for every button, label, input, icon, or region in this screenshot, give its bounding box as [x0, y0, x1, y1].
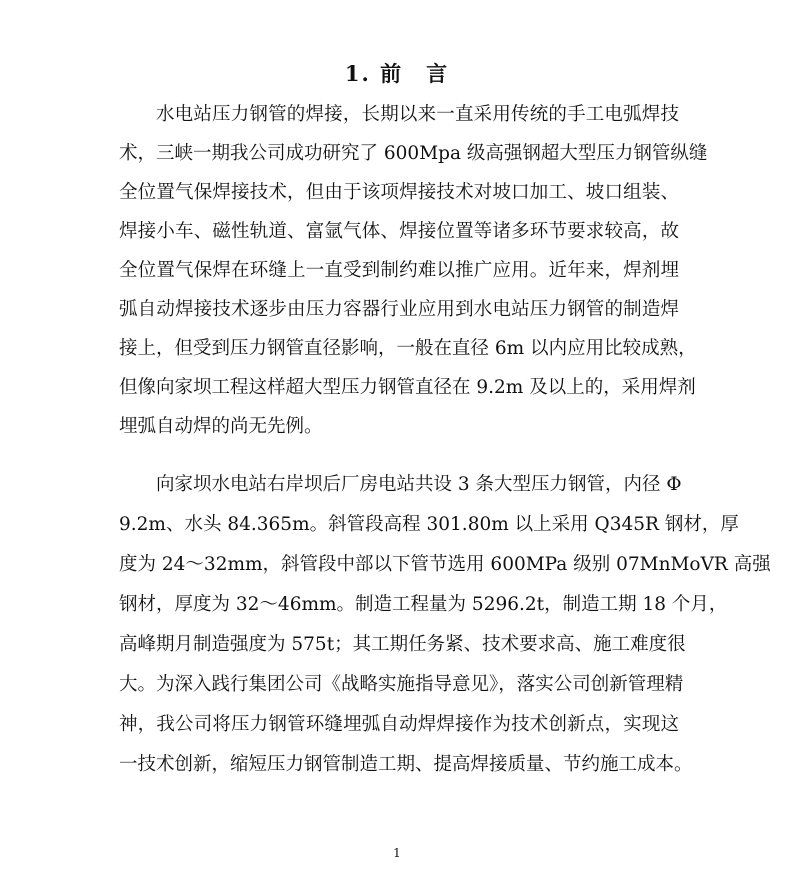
paragraph-2-line-1: 向家坝水电站右岸坝后厂房电站共设 3 条大型压力钢管，内径 Φ	[156, 474, 682, 495]
paragraph-1-line-9: 埋弧自动焊的尚无先例。	[119, 416, 323, 437]
paragraph-1-line-2: 术，三峡一期我公司成功研究了 600Mpa 级高强钢超大型压力钢管纵缝	[119, 143, 708, 164]
paragraph-2-line-3: 度为 24～32mm，斜管段中部以下管节选用 600MPa 级别 07MnMoVR 高强	[119, 554, 771, 575]
paragraph-2-line-4: 钢材，厚度为 32～46mm。制造工程量为 5296.2t，制造工期 18 个月，	[119, 594, 728, 615]
paragraph-2-line-6: 大。为深入践行集团公司《战略实施指导意见》，落实公司创新管理精	[119, 674, 684, 695]
paragraph-1-line-4: 焊接小车、磁性轨道、富氩气体、焊接位置等诸多环节要求较高，故	[119, 221, 679, 242]
paragraph-2-line-7: 神，我公司将压力钢管环缝埋弧自动焊焊接作为技术创新点，实现这	[119, 714, 679, 735]
paragraph-1-line-7: 接上，但受到压力钢管直径影响，一般在直径 6m 以内应用比较成熟，	[119, 338, 697, 359]
page-number: 1	[393, 846, 401, 860]
paragraph-2-line-8: 一技术创新，缩短压力钢管制造工期、提高焊接质量、节约施工成本。	[119, 754, 693, 775]
paragraph-1-line-1: 水电站压力钢管的焊接，长期以来一直采用传统的手工电弧焊技	[156, 104, 679, 125]
paragraph-2-line-5: 高峰期月制造强度为 575t；其工期任务紧、技术要求高、施工难度很	[119, 634, 686, 655]
paragraph-1-line-8: 但像向家坝工程这样超大型压力钢管直径在 9.2m 及以上的，采用焊剂	[119, 377, 696, 398]
paragraph-1-line-6: 弧自动焊接技术逐步由压力容器行业应用到水电站压力钢管的制造焊	[119, 299, 679, 320]
paragraph-1-line-5: 全位置气保焊在环缝上一直受到制约难以推广应用。近年来，焊剂埋	[119, 260, 679, 281]
section-heading: 1. 前 言	[344, 61, 450, 86]
paragraph-2-line-2: 9.2m、水头 84.365m。斜管段高程 301.80m 以上采用 Q345R 钢材，厚	[119, 514, 739, 535]
paragraph-1-line-3: 全位置气保焊接技术，但由于该项焊接技术对坡口加工、坡口组装、	[119, 182, 679, 203]
